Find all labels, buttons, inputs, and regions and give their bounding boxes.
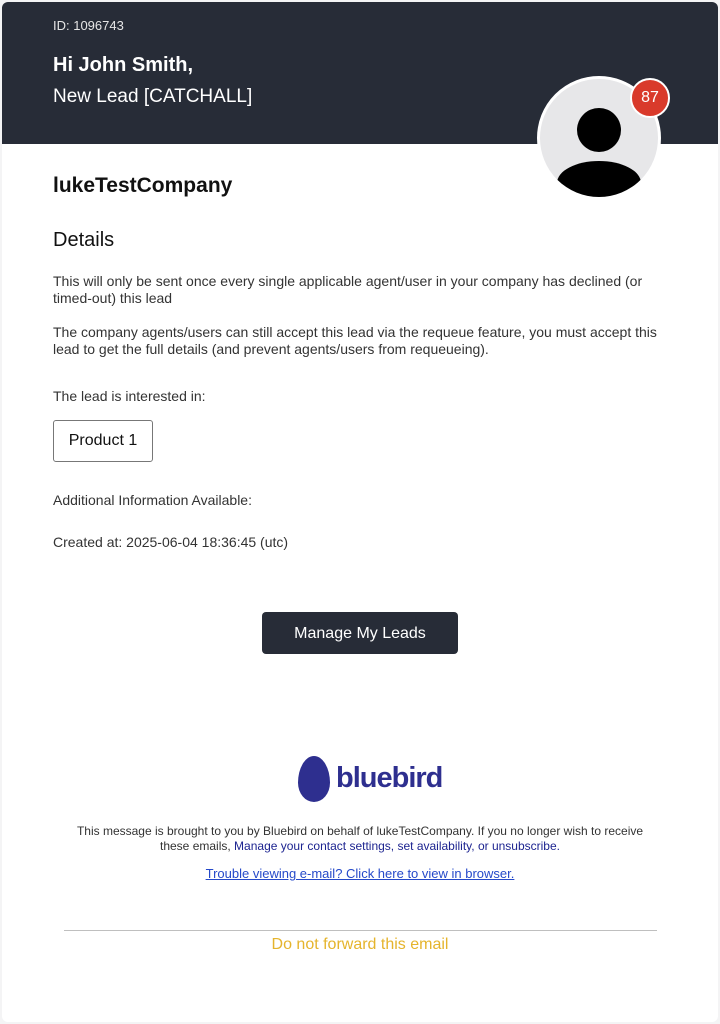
do-not-forward-notice: Do not forward this email	[271, 936, 449, 953]
view-in-browser	[2, 866, 718, 881]
greeting: Hi John Smith,	[53, 54, 193, 76]
view-in-browser-link[interactable]: Trouble viewing e-mail? Click here to view in browser.	[205, 866, 515, 881]
manage-contact-settings-link[interactable]: Manage your contact settings, set availability, or unsubscribe.	[234, 839, 560, 853]
company-name: lukeTestCompany	[53, 174, 233, 197]
manage-my-leads-button[interactable]: Manage My Leads	[262, 612, 458, 654]
footer-message-text: This message is brought to you by Bluebird on behalf of lukeTestCompany. If you no longer wish to receive these emails,	[76, 824, 644, 853]
details-heading: Details	[53, 229, 115, 251]
product-tag: Product 1	[53, 420, 153, 462]
logo-wordmark: bluebird	[336, 762, 443, 794]
interest-label: The lead is interested in:	[53, 388, 206, 404]
footer-divider	[64, 930, 657, 931]
additional-info-label: Additional Information Available:	[53, 492, 252, 508]
notification-count-badge: 87	[630, 78, 670, 118]
lead-type-title: New Lead [CATCHALL]	[53, 86, 253, 107]
details-paragraph-1: This will only be sent once every single applicable agent/user in your company has declined (or timed-out) this lead	[53, 273, 643, 306]
email-card	[2, 2, 718, 1022]
lead-id: ID: 1096743	[53, 18, 124, 33]
created-at: Created at: 2025-06-04 18:36:45 (utc)	[53, 534, 289, 550]
footer-message	[62, 824, 658, 854]
details-paragraph-2: The company agents/users can still accept this lead via the requeue feature, you must accept this lead to get the full details (and prevent agents/users from requeueing).	[53, 324, 657, 357]
bluebird-logo	[298, 754, 443, 806]
bluebird-logo-icon	[298, 756, 330, 802]
